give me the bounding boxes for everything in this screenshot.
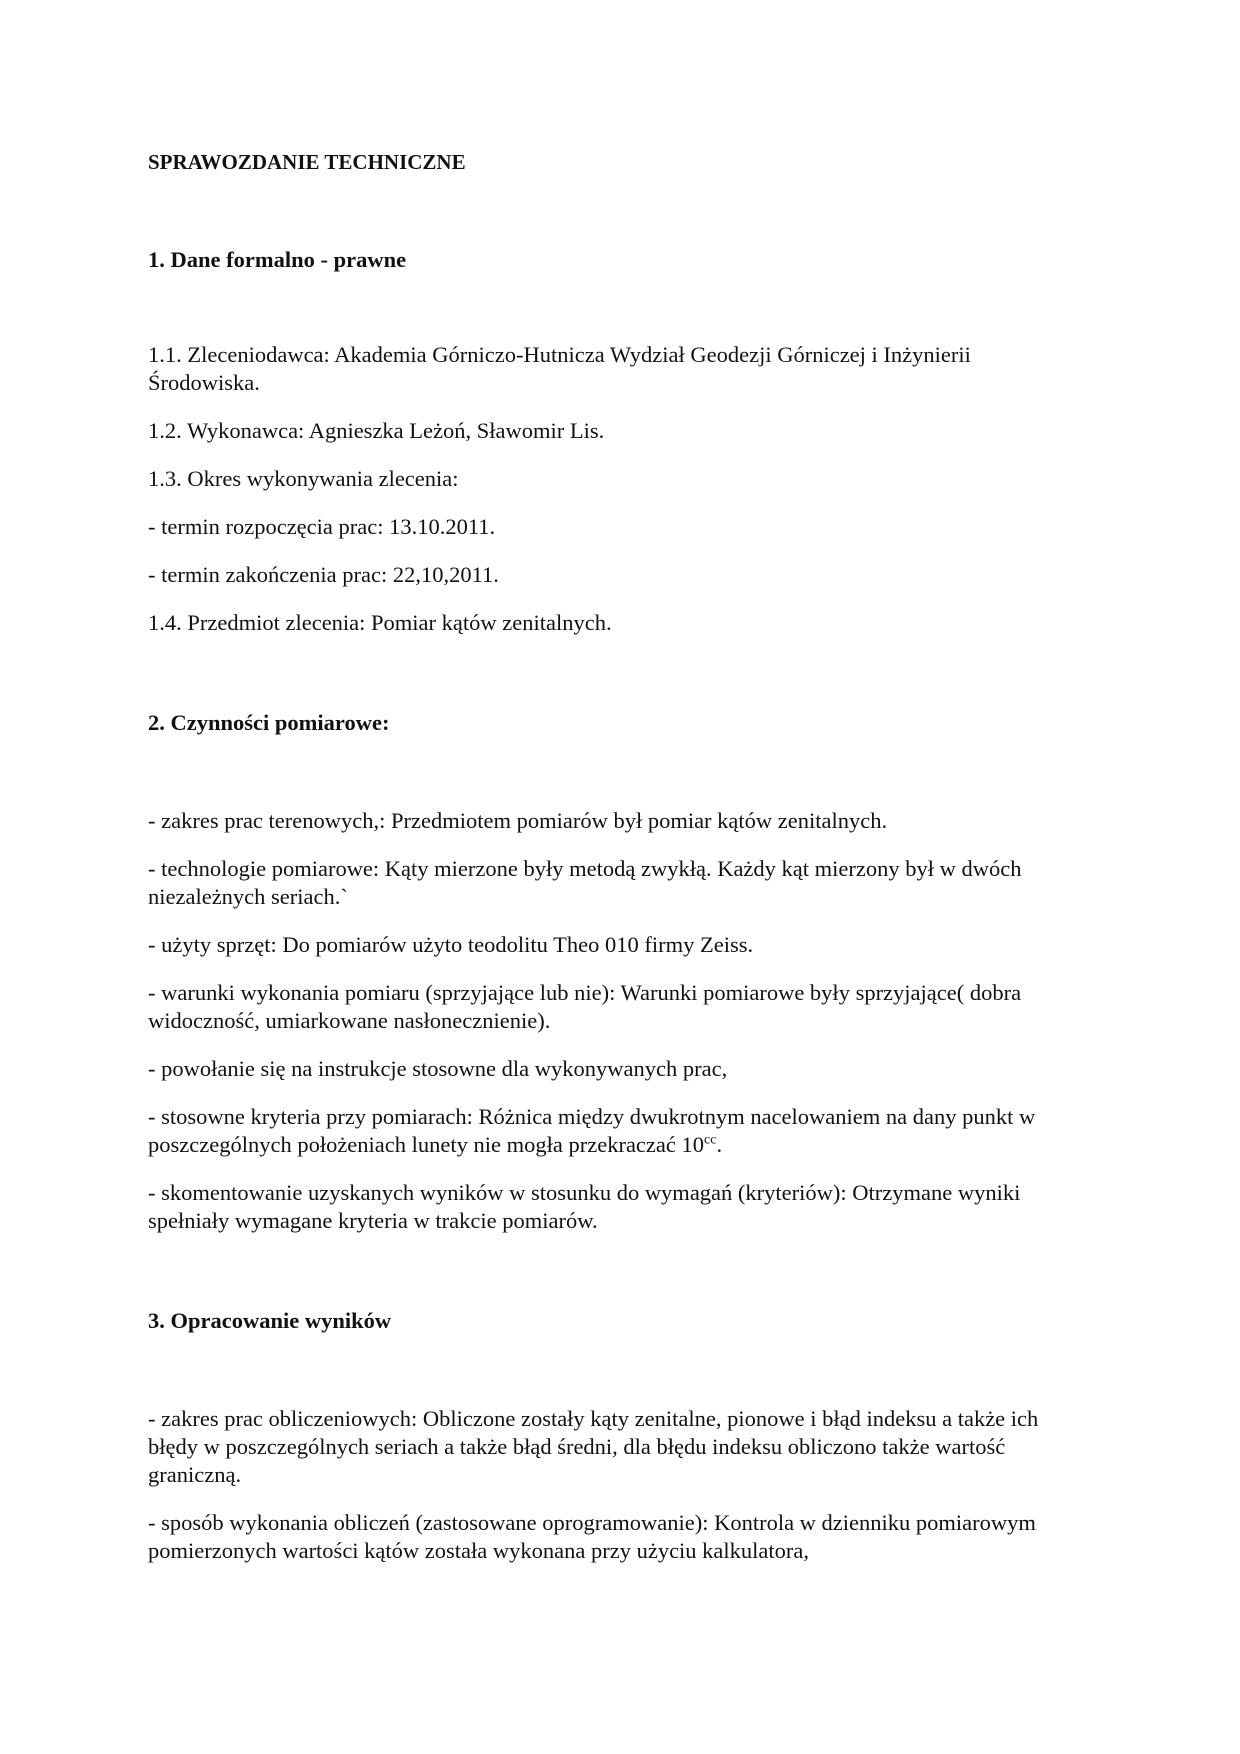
paragraph-start-date: - termin rozpoczęcia prac: 13.10.2011. xyxy=(148,514,496,539)
paragraph-technology: - technologie pomiarowe: Kąty mierzone były metodą zwykłą. Każdy kąt mierzony był w dwóch niezależnych seriach.` xyxy=(148,856,1022,909)
paragraph-1-3: 1.3. Okres wykonywania zlecenia: xyxy=(148,466,459,491)
paragraph-1-2: 1.2. Wykonawca: Agnieszka Leżoń, Sławomir Lis. xyxy=(148,418,605,443)
paragraph-1-1: 1.1. Zleceniodawca: Akademia Górniczo-Hutnicza Wydział Geodezji Górniczej i Inżynierii Środowiska. xyxy=(148,342,971,395)
paragraph-results-comment: - skomentowanie uzyskanych wyników w stosunku do wymagań (kryteriów): Otrzymane wyniki spełniały wymagane kryteria w trakcie pomiarów. xyxy=(148,1180,1021,1233)
criteria-superscript: cc xyxy=(704,1132,717,1148)
section-2-heading: 2. Czynności pomiarowe: xyxy=(148,710,390,735)
paragraph-computation-method: - sposób wykonania obliczeń (zastosowane oprogramowanie): Kontrola w dzienniku pomiarowym pomierzonych wartości kątów została wykonana przy użyciu kalkulatora, xyxy=(148,1510,1036,1563)
paragraph-1-4: 1.4. Przedmiot zlecenia: Pomiar kątów zenitalnych. xyxy=(148,610,612,635)
paragraph-end-date: - termin zakończenia prac: 22,10,2011. xyxy=(148,562,499,587)
paragraph-criteria xyxy=(148,1103,1088,1159)
document-title: SPRAWOZDANIE TECHNICZNE xyxy=(148,150,466,174)
section-1-heading: 1. Dane formalno - prawne xyxy=(148,247,407,272)
criteria-text: - stosowne kryteria przy pomiarach: Różnica między dwukrotnym nacelowaniem na dany punkt w poszczególnych położeniach lunety nie mogła przekraczać 10 xyxy=(148,1104,1036,1157)
section-3-heading: 3. Opracowanie wyników xyxy=(148,1308,392,1333)
document-body xyxy=(148,148,1088,1585)
paragraph-field-scope: - zakres prac terenowych,: Przedmiotem pomiarów był pomiar kątów zenitalnych. xyxy=(148,808,888,833)
paragraph-conditions: - warunki wykonania pomiaru (sprzyjające lub nie): Warunki pomiarowe były sprzyjające( dobra widoczność, umiarkowane nasłonecznienie). xyxy=(148,980,1022,1033)
criteria-end: . xyxy=(716,1132,723,1157)
paragraph-computation-scope: - zakres prac obliczeniowych: Obliczone zostały kąty zenitalne, pionowe i błąd indeksu a także ich błędy w poszczególnych seriach a także błąd średni, dla błędu indeksu obliczono także wartość graniczną. xyxy=(148,1406,1039,1487)
paragraph-instructions: - powołanie się na instrukcje stosowne dla wykonywanych prac, xyxy=(148,1056,728,1081)
paragraph-equipment: - użyty sprzęt: Do pomiarów użyto teodolitu Theo 010 firmy Zeiss. xyxy=(148,932,754,957)
